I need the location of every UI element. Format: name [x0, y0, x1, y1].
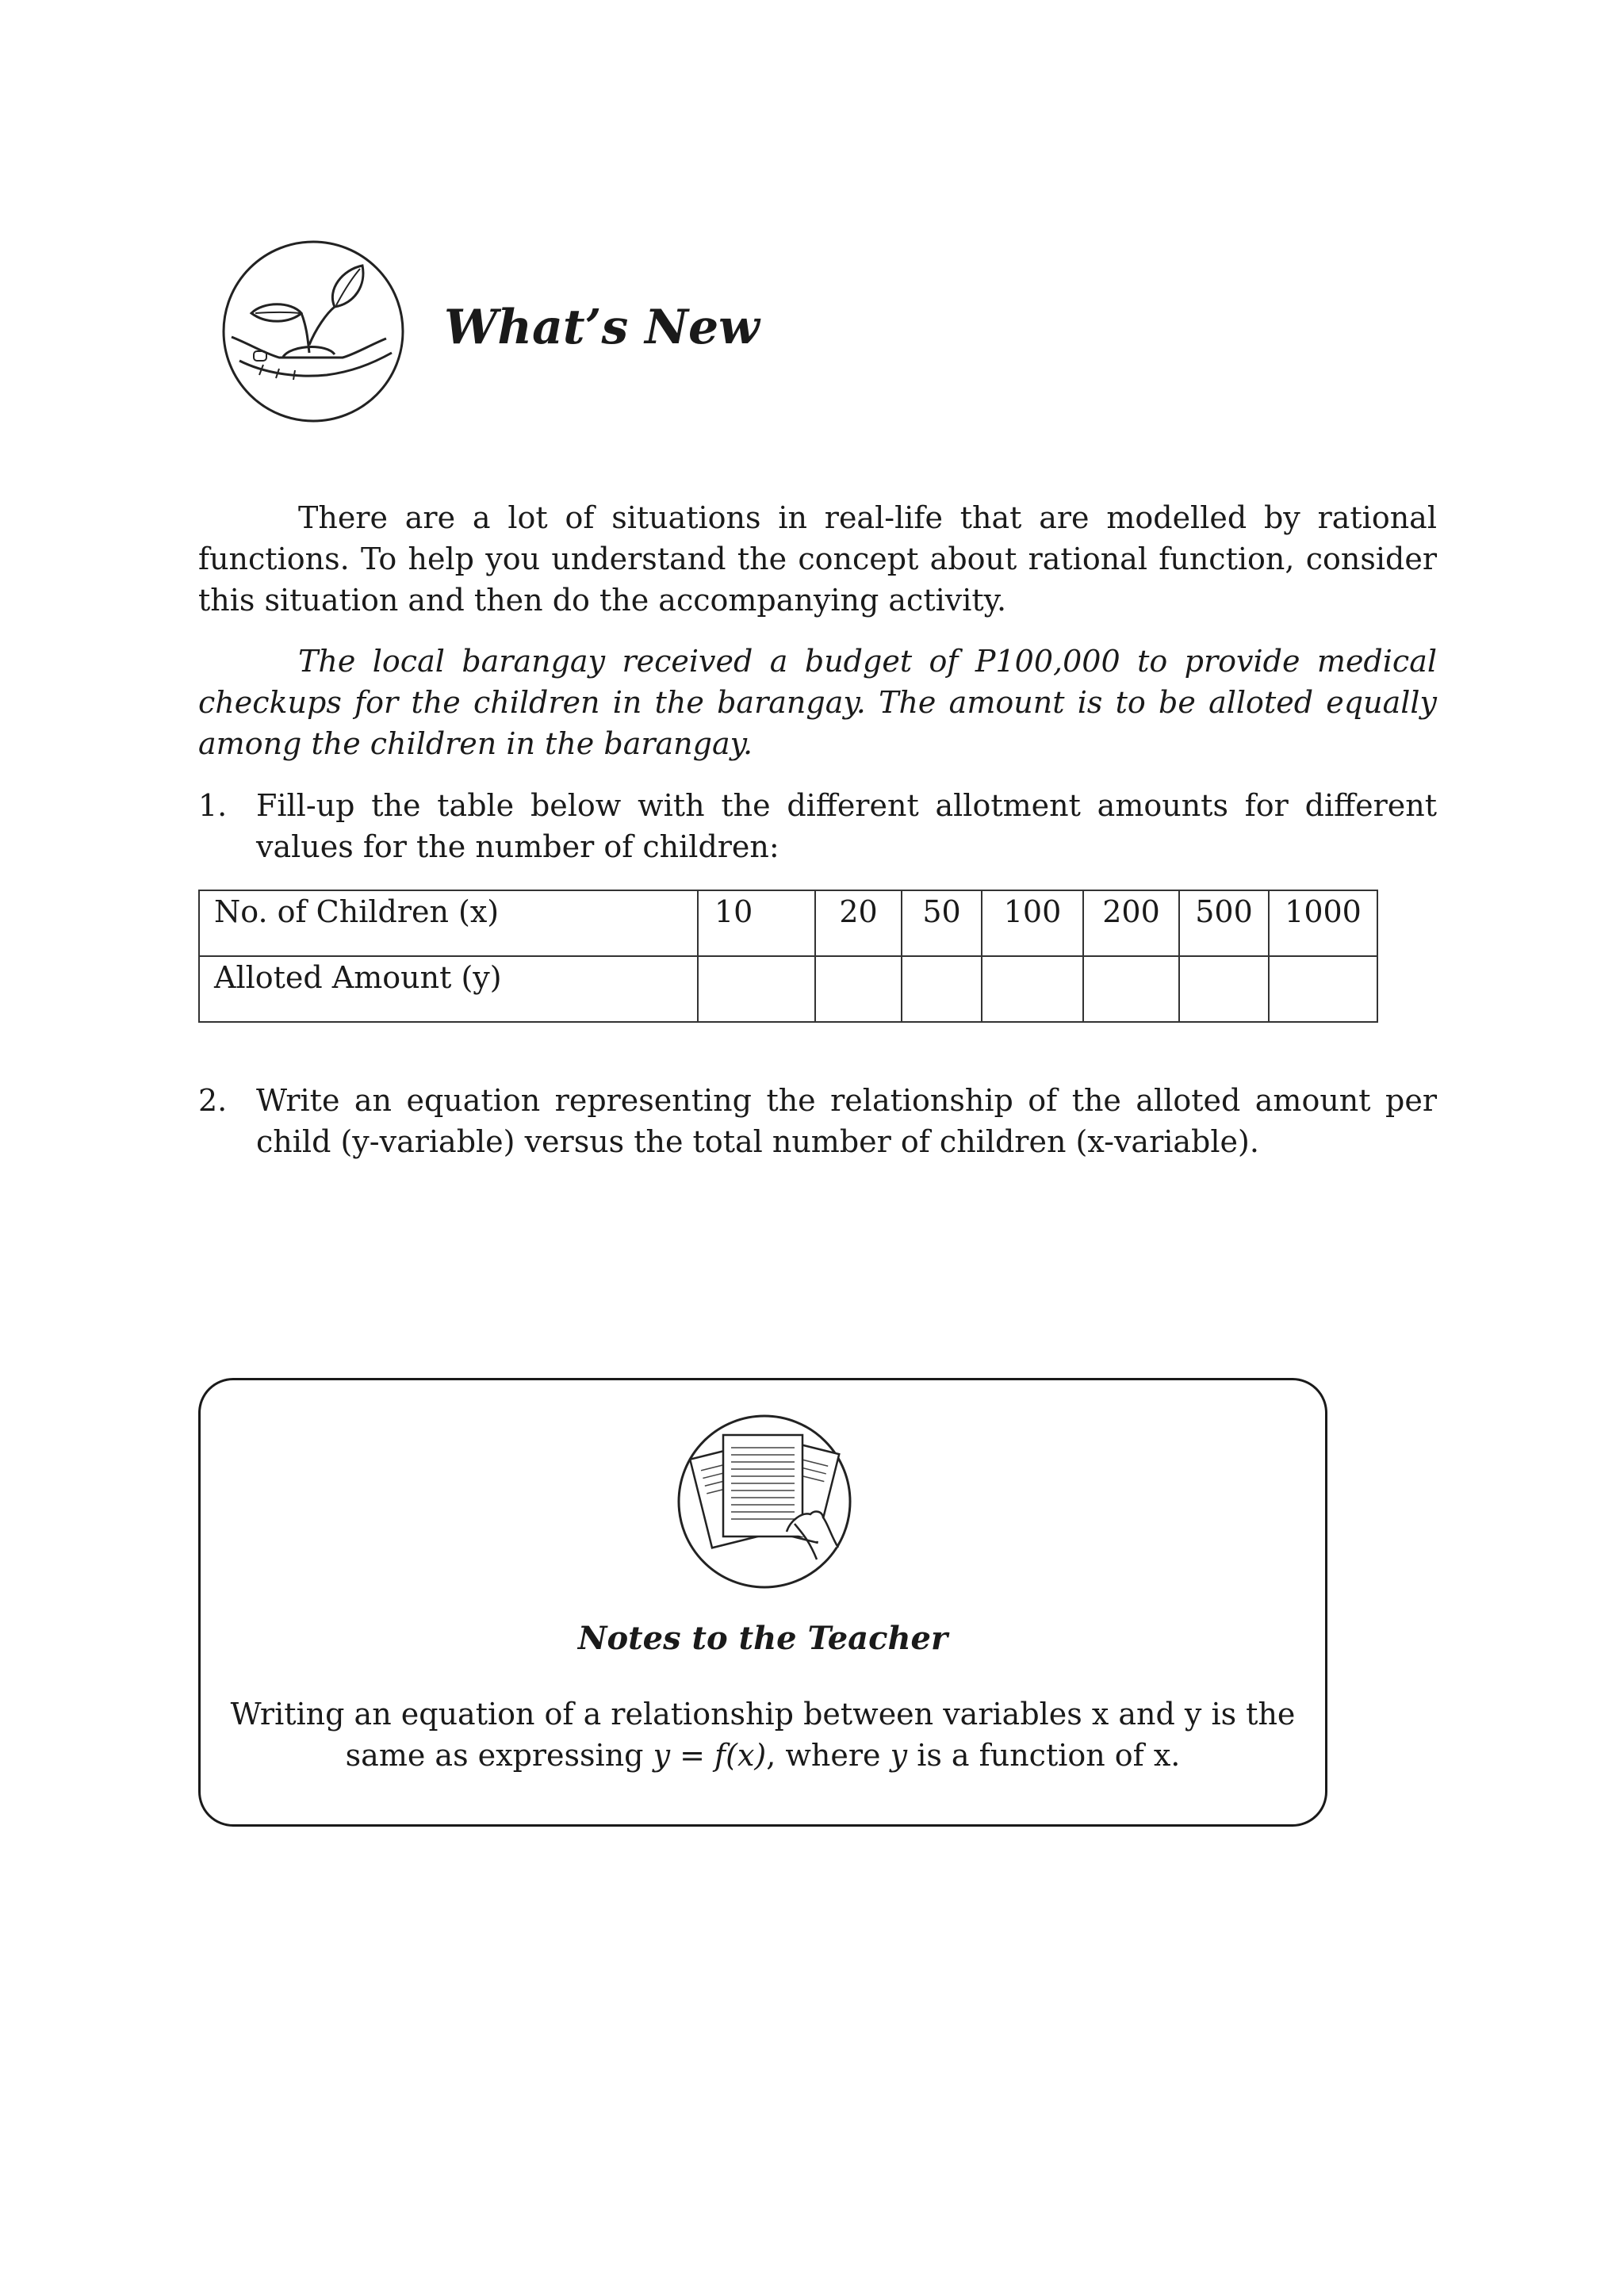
notes-line-2	[198, 1735, 1327, 1776]
answer-cell[interactable]	[982, 956, 1083, 1022]
x-value-cell: 200	[1083, 890, 1179, 956]
row-label-children: No. of Children (x)	[199, 890, 698, 956]
notes-title: Notes to the Teacher	[577, 1620, 948, 1657]
x-value-cell: 500	[1179, 890, 1269, 956]
table-row-children	[199, 890, 1377, 956]
section-title: What’s New	[444, 300, 760, 355]
x-value-cell: 10	[698, 890, 815, 956]
x-value-cell: 100	[982, 890, 1083, 956]
seedling-in-hand-icon	[216, 234, 411, 429]
answer-cell[interactable]	[815, 956, 902, 1022]
item-number: 1.	[198, 788, 228, 823]
item-number: 2.	[198, 1083, 228, 1118]
notes-text: is a function of x.	[917, 1738, 1181, 1773]
variable: y	[890, 1738, 908, 1773]
notes-text: , where	[766, 1738, 881, 1773]
x-value-cell: 20	[815, 890, 902, 956]
answer-cell[interactable]	[1179, 956, 1269, 1022]
item-text: Fill-up the table below with the different allotment amounts for different values for the number of children:	[256, 788, 1437, 864]
intro-paragraph: There are a lot of situations in real-life that are modelled by rational functions. To help you understand the concept about rational function, consider this situation and then do the accompanying activity.	[198, 500, 1437, 618]
answer-cell[interactable]	[1269, 956, 1377, 1022]
situation-paragraph: The local barangay received a budget of P100,000 to provide medical checkups for the children in the barangay. The amount is to be alloted equally among the children in the barangay.	[198, 644, 1437, 761]
equation: y = f(x)	[653, 1738, 767, 1773]
notes-text: same as expressing	[345, 1738, 644, 1773]
answer-cell[interactable]	[698, 956, 815, 1022]
notes-line-1: Writing an equation of a relationship between variables x and y is the	[230, 1697, 1296, 1732]
row-label-amount: Alloted Amount (y)	[199, 956, 698, 1022]
table-row-amount	[199, 956, 1377, 1022]
papers-in-hand-icon	[676, 1413, 853, 1590]
answer-cell[interactable]	[902, 956, 982, 1022]
item-text: Write an equation representing the relationship of the alloted amount per child (y-variable) versus the total number of children (x-variable).	[256, 1083, 1437, 1159]
x-value-cell: 1000	[1269, 890, 1377, 956]
answer-cell[interactable]	[1083, 956, 1179, 1022]
allotment-table	[198, 890, 1378, 1023]
x-value-cell: 50	[902, 890, 982, 956]
